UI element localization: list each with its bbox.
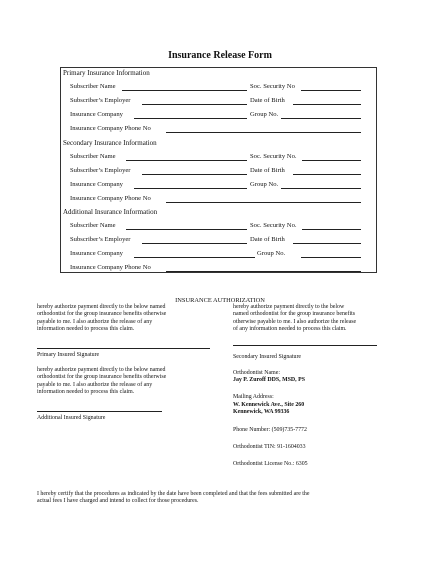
- primary-subscriber-name-field[interactable]: [122, 90, 247, 91]
- authorization-line: otherwise payable to me. I also authorize the release: [233, 318, 357, 325]
- additional-dob-field[interactable]: [293, 243, 361, 244]
- secondary-subscriber-name-label: Subscriber Name: [70, 153, 116, 160]
- orthodontist-phone: Phone Number: (509)735-7772: [233, 427, 307, 433]
- additional-company-label: Insurance Company: [70, 250, 123, 257]
- additional-section-heading: Additional Insurance Information: [63, 208, 158, 216]
- primary-phone-field[interactable]: [166, 132, 361, 133]
- secondary-subscriber-name-field[interactable]: [126, 160, 247, 161]
- orthodontist-name-label: Orthodontist Name:: [233, 370, 280, 376]
- authorization-line: payable to me. I also authorize the release of any: [37, 318, 153, 325]
- authorization-line: information needed to process this claim.: [37, 389, 135, 396]
- additional-group-label: Group No.: [257, 250, 286, 257]
- mailing-address-label: Mailing Address:: [233, 394, 274, 400]
- secondary-dob-label: Date of Birth: [250, 167, 285, 174]
- primary-employer-field[interactable]: [142, 104, 247, 105]
- additional-group-field[interactable]: [301, 257, 361, 258]
- authorization-line: orthodontist for the group insurance benefits otherwise: [37, 374, 167, 381]
- additional-company-field[interactable]: [134, 257, 255, 258]
- authorization-line: hereby authorize payment directly to the below: [233, 304, 345, 310]
- orthodontist-license: Orthodontist License No.: 6305: [233, 461, 308, 467]
- primary-phone-label: Insurance Company Phone No: [70, 125, 151, 132]
- primary-ssn-field[interactable]: [301, 90, 361, 91]
- additional-subscriber-name-field[interactable]: [126, 229, 247, 230]
- authorization-line: orthodontist for the group insurance benefits otherwise: [37, 311, 167, 318]
- primary-subscriber-name-label: Subscriber Name: [70, 83, 116, 90]
- primary-employer-label: Subscriber’s Employer: [70, 97, 131, 104]
- secondary-ssn-label: Soc. Security No.: [250, 153, 297, 160]
- secondary-company-label: Insurance Company: [70, 181, 123, 188]
- primary-group-field[interactable]: [281, 118, 361, 119]
- form-title: Insurance Release Form: [168, 50, 272, 61]
- authorization-text-primary: [37, 304, 227, 334]
- certification-text: [37, 491, 417, 506]
- secondary-ssn-field[interactable]: [302, 160, 361, 161]
- primary-dob-label: Date of Birth: [250, 97, 285, 104]
- additional-phone-label: Insurance Company Phone No: [70, 264, 151, 271]
- secondary-group-field[interactable]: [281, 188, 361, 189]
- secondary-phone-label: Insurance Company Phone No: [70, 195, 151, 202]
- additional-employer-field[interactable]: [142, 243, 247, 244]
- address-line-2: Kennewick, WA 99336: [233, 409, 290, 415]
- additional-subscriber-name-label: Subscriber Name: [70, 222, 116, 229]
- primary-group-label: Group No.: [250, 111, 279, 118]
- authorization-line: information needed to process this claim.: [37, 326, 135, 333]
- additional-signature-line[interactable]: [37, 411, 162, 412]
- additional-ssn-label: Soc. Security No.: [250, 222, 297, 229]
- primary-ssn-label: Soc. Security No: [250, 83, 295, 90]
- primary-company-field[interactable]: [134, 118, 247, 119]
- authorization-heading: INSURANCE AUTHORIZATION: [175, 297, 265, 304]
- address-line-1: W. Kennewick Ave., Site 260: [233, 402, 305, 408]
- additional-signature-label: Additional Insured Signature: [37, 415, 106, 421]
- certification-line: actual fees I have charged and intend to collect for those procedures.: [37, 498, 199, 505]
- authorization-line: hereby authorize payment directly to the below named: [37, 304, 166, 310]
- orthodontist-tin: Orthodontist TIN: 91-1604033: [233, 444, 306, 450]
- authorization-line: hereby authorize payment directly to the below named: [37, 367, 166, 373]
- authorization-line: named orthodontist for the group insurance benefits: [233, 311, 356, 318]
- orthodontist-name: Jay P. Zuroff DDS, MSD, PS: [233, 377, 306, 383]
- additional-dob-label: Date of Birth: [250, 236, 285, 243]
- secondary-dob-field[interactable]: [293, 174, 361, 175]
- secondary-phone-field[interactable]: [166, 202, 361, 203]
- secondary-company-field[interactable]: [134, 188, 247, 189]
- secondary-group-label: Group No.: [250, 181, 279, 188]
- primary-dob-field[interactable]: [293, 104, 361, 105]
- primary-section-heading: Primary Insurance Information: [63, 69, 150, 77]
- authorization-text-secondary: [233, 304, 423, 334]
- secondary-signature-label: Secondary Insured Signature: [233, 354, 302, 360]
- secondary-employer-label: Subscriber’s Employer: [70, 167, 131, 174]
- additional-phone-field[interactable]: [166, 271, 361, 272]
- secondary-signature-line[interactable]: [233, 345, 377, 346]
- authorization-line: of any information needed to process this claim.: [233, 326, 347, 333]
- authorization-text-additional: [37, 367, 227, 397]
- additional-employer-label: Subscriber’s Employer: [70, 236, 131, 243]
- secondary-employer-field[interactable]: [142, 174, 247, 175]
- secondary-section-heading: Secondary Insurance Information: [63, 139, 157, 147]
- authorization-line: payable to me. I also authorize the release of any: [37, 381, 153, 388]
- additional-ssn-field[interactable]: [302, 229, 361, 230]
- primary-signature-label: Primary Insured Signature: [37, 352, 100, 358]
- certification-line: I hereby certify that the procedures as indicated by the date have been completed and that the fees submitted are the: [37, 491, 310, 497]
- primary-company-label: Insurance Company: [70, 111, 123, 118]
- primary-signature-line[interactable]: [37, 348, 210, 349]
